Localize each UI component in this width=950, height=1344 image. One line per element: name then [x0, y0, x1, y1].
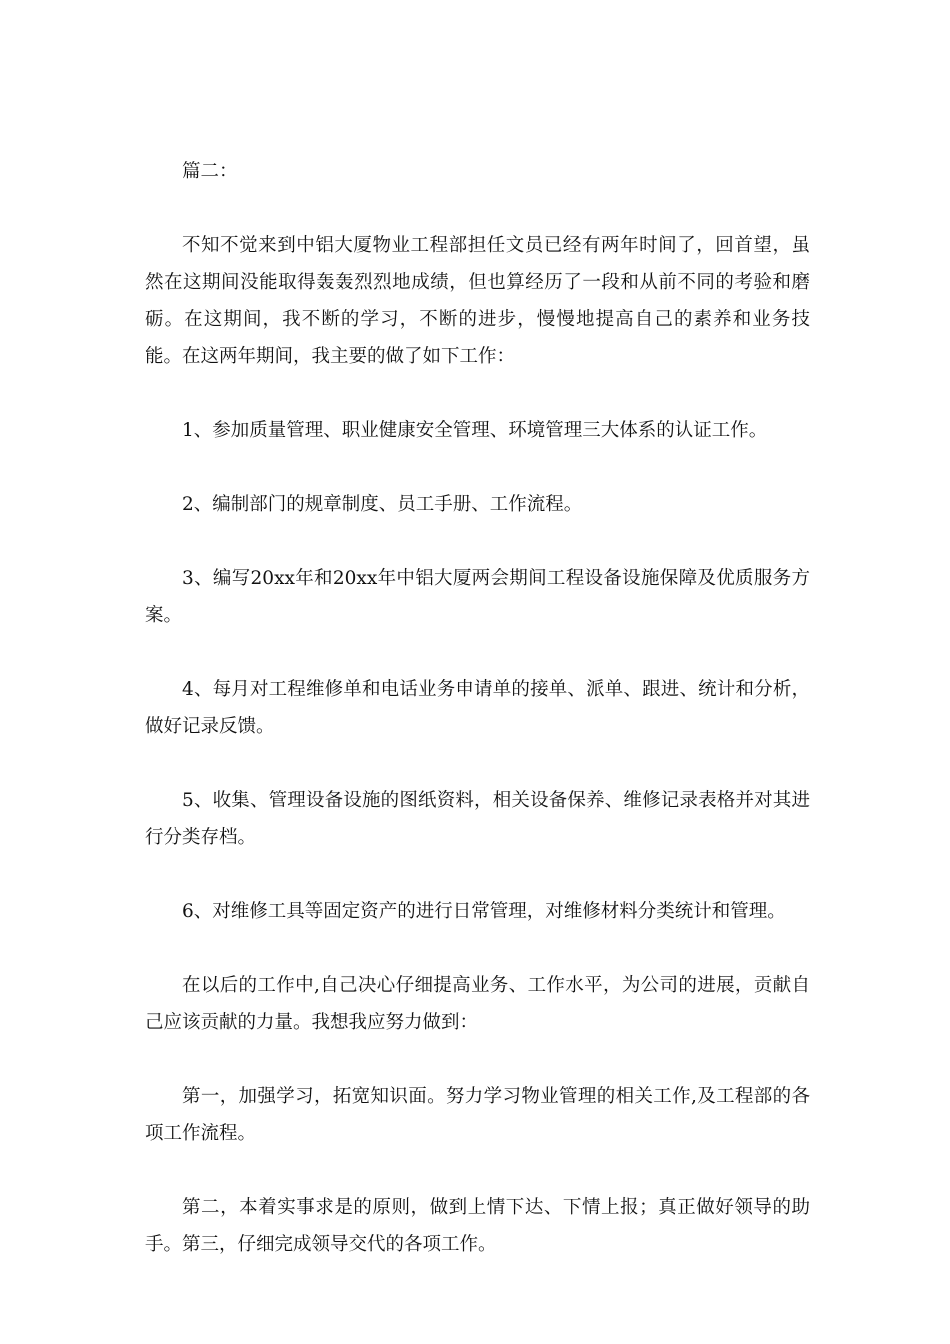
work-item-6: 6、对维修工具等固定资产的进行日常管理，对维修材料分类统计和管理。	[182, 901, 786, 922]
goal-second-paragraph: 第二，本着实事求是的原则，做到上情下达、下情上报；真正做好领导的助手。第三，仔细完成领导交代的各项工作。	[145, 1197, 810, 1255]
work-item-5: 5、收集、管理设备设施的图纸资料，相关设备保养、维修记录表格并对其进行分类存档。	[145, 790, 810, 848]
goal-first-paragraph: 第一，加强学习，拓宽知识面。努力学习物业管理的相关工作,及工程部的各项工作流程。	[145, 1086, 810, 1144]
work-item-1: 1、参加质量管理、职业健康安全管理、环境管理三大体系的认证工作。	[182, 420, 768, 441]
intro-paragraph: 不知不觉来到中铝大厦物业工程部担任文员已经有两年时间了，回首望，虽然在这期间没能取得轰轰烈烈地成绩，但也算经历了一段和从前不同的考验和磨砺。在这期间，我不断的学习，不断的进步，慢慢地提高自己的素养和业务技能。在这两年期间，我主要的做了如下工作：	[145, 235, 810, 367]
document-body	[145, 153, 810, 1300]
work-item-2: 2、编制部门的规章制度、员工手册、工作流程。	[182, 494, 583, 515]
work-item-4: 4、每月对工程维修单和电话业务申请单的接单、派单、跟进、统计和分析，做好记录反馈。	[145, 679, 810, 737]
section-heading: 篇二：	[182, 161, 238, 182]
future-plan-paragraph: 在以后的工作中,自己决心仔细提高业务、工作水平，为公司的进展，贡献自己应该贡献的力量。我想我应努力做到：	[145, 975, 810, 1033]
work-item-3: 3、编写20xx年和20xx年中铝大厦两会期间工程设备设施保障及优质服务方案。	[145, 568, 810, 626]
